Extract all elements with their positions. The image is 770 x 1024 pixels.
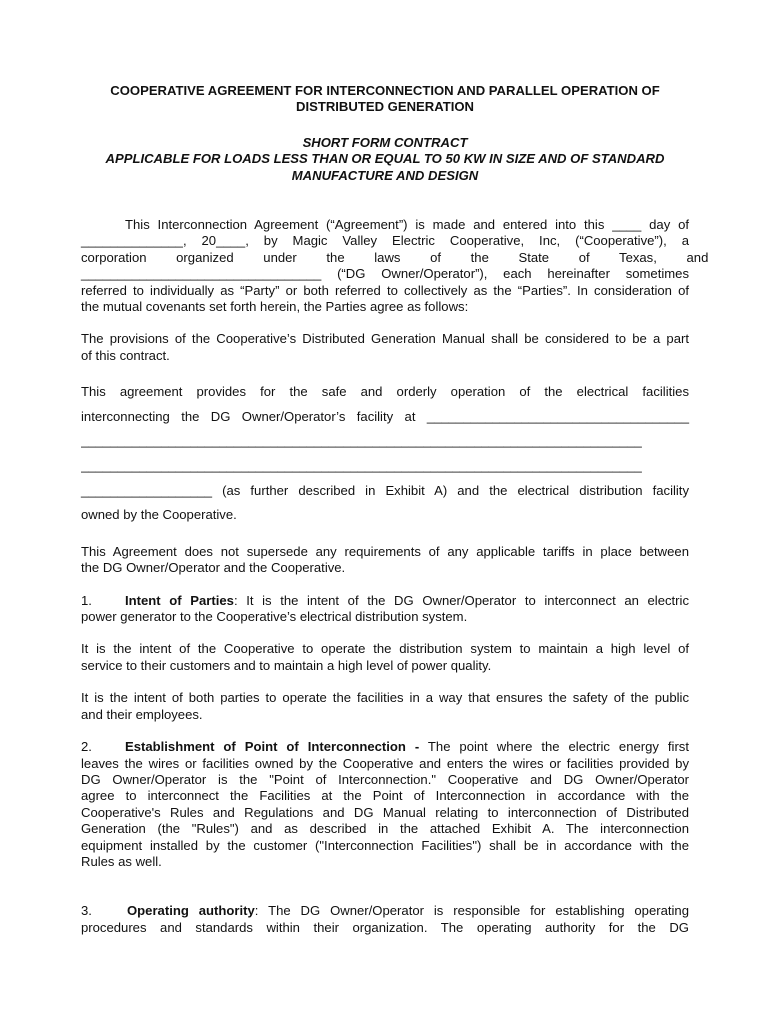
document-body [81,83,709,936]
section-1-line-2: power generator to the Cooperative’s electrical distribution system. [81,609,468,625]
title-line-2: DISTRIBUTED GENERATION [296,99,474,115]
provisions-line-2: of this contract. [81,347,170,363]
intro-line-5: referred to individually as “Party” or both referred to collectively as the “Parties”. In consideration of [81,282,689,298]
section-1-intent-of-parties [81,593,689,626]
intro-line-6: the mutual covenants set forth herein, the Parties agree as follows: [81,299,469,315]
intent-cooperative-line-1: It is the intent of the Cooperative to operate the distribution system to maintain a high level of [81,641,689,657]
intent-cooperative-paragraph [81,641,689,674]
intent-both-line-2: and their employees. [81,706,203,722]
section-1-line-1: : It is the intent of the DG Owner/Operator to interconnect an electric [233,592,690,608]
title-line-1: COOPERATIVE AGREEMENT FOR INTERCONNECTION AND PARALLEL OPERATION OF [110,83,660,98]
intro-line-3: corporation organized under the laws of the State of Texas, and [81,249,709,265]
section-2-point-of-interconnection [81,739,689,870]
section-3-line-2: procedures and standards within their organization. The operating authority for the DG [81,919,689,935]
section-1-number: 1. [81,592,92,608]
facility-line-1: This agreement provides for the safe and orderly operation of the electrical facilities [81,384,689,400]
intent-both-line-1: It is the intent of both parties to operate the facilities in a way that ensures the safety of the public [81,690,689,706]
section-3-line-1: : The DG Owner/Operator is responsible for establishing operating [254,903,689,919]
facility-line-4: _____________________________________________________________________________ [81,458,642,474]
section-2-line-3: DG Owner/Operator is the "Point of Interconnection." Cooperative and DG Owner/Operator [81,771,689,787]
intro-line-4: _________________________________ (“DG Owner/Operator”), each hereinafter sometimes [81,266,689,282]
section-2-line-5: Cooperative's Rules and Regulations and DG Manual relating to interconnection of Distributed [81,804,689,820]
subtitle-line-3: MANUFACTURE AND DESIGN [291,167,479,183]
facility-line-3: _____________________________________________________________________________ [81,433,642,449]
intent-cooperative-line-2: service to their customers and to maintain a high level of power quality. [81,657,492,673]
document-title [81,83,689,116]
section-2-line-7: equipment installed by the customer ("Interconnection Facilities") shall be in accordance with the [81,837,689,853]
provisions-line-1: The provisions of the Cooperative’s Distributed Generation Manual shall be considered to be a part [81,331,689,347]
section-1-heading: Intent of Parties [125,592,234,608]
section-2-line-6: Generation (the "Rules") and as described in the attached Exhibit A. The interconnection [81,821,689,837]
section-2-line-2: leaves the wires or facilities owned by the Cooperative and enters the wires or facilities provided by [81,755,689,771]
section-3-heading: Operating authority [127,903,255,919]
section-2-line-8: Rules as well. [81,853,162,869]
provisions-paragraph [81,331,689,364]
section-2-heading: Establishment of Point of Interconnection - [125,739,420,755]
facility-paragraph [81,380,689,528]
facility-line-5: __________________ (as further described in Exhibit A) and the electrical distribution facility [81,482,689,498]
intro-line-2: ______________, 20____, by Magic Valley Electric Cooperative, Inc, (“Cooperative”), a [81,233,689,249]
document-subtitle [81,135,689,184]
section-3-operating-authority [81,903,689,936]
intent-both-paragraph [81,690,689,723]
facility-line-2: interconnecting the DG Owner/Operator’s facility at ____________________________________ [81,408,689,424]
tariffs-line-1: This Agreement does not supersede any requirements of any applicable tariffs in place between [81,543,689,559]
intro-paragraph [81,217,709,315]
facility-line-6: owned by the Cooperative. [81,507,237,523]
section-2-number: 2. [81,739,92,755]
section-2-line-1: The point where the electric energy first [419,739,689,755]
subtitle-line-1: SHORT FORM CONTRACT [302,134,468,150]
section-2-line-4: agree to interconnect the Facilities at the Point of Interconnection in accordance with the [81,788,689,804]
intro-line-1: This Interconnection Agreement (“Agreement”) is made and entered into this ____ day of [125,217,689,233]
section-3-number: 3. [81,903,92,919]
tariffs-line-2: the DG Owner/Operator and the Cooperative. [81,560,346,576]
subtitle-line-2: APPLICABLE FOR LOADS LESS THAN OR EQUAL TO 50 KW IN SIZE AND OF STANDARD [105,151,665,167]
tariffs-paragraph [81,544,689,577]
